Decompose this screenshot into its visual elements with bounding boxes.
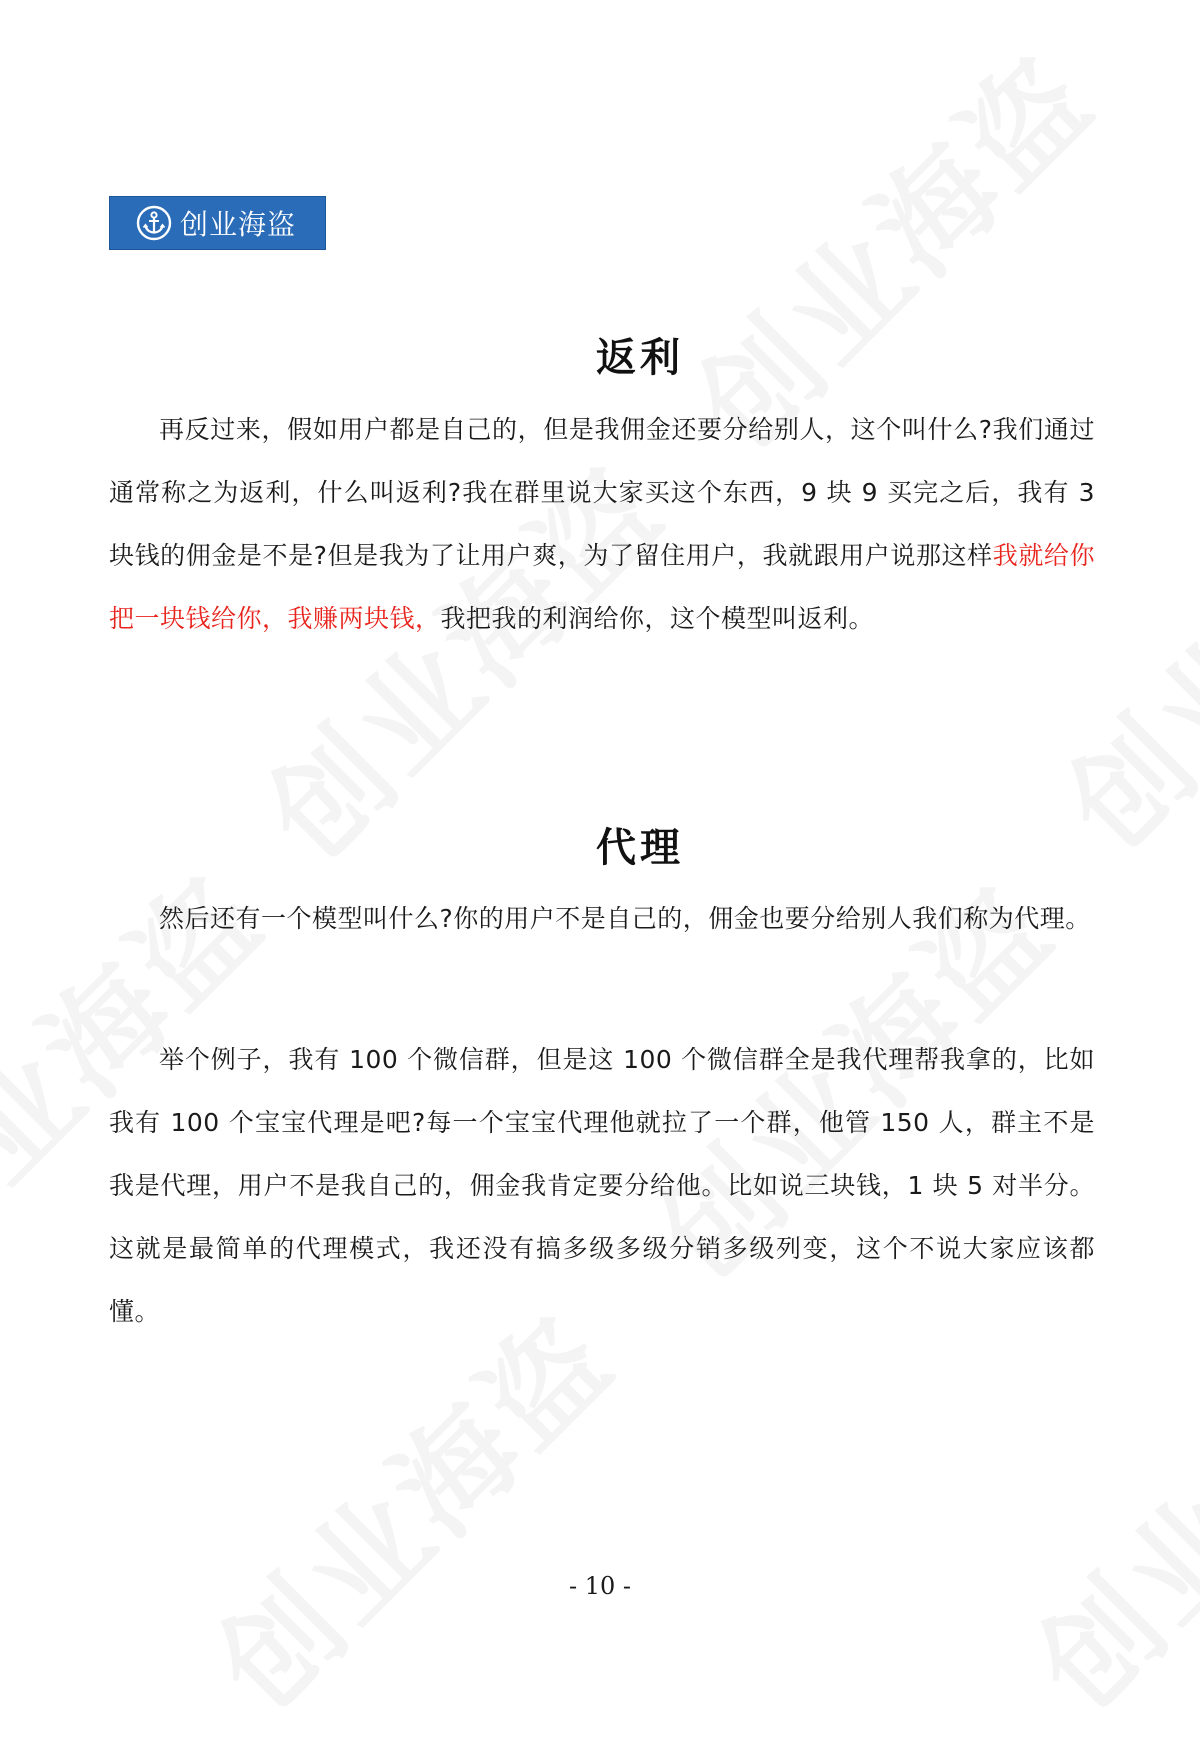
paragraph: 然后还有一个模型叫什么?你的用户不是自己的，佣金也要分给别人我们称为代理。 bbox=[159, 904, 1091, 933]
section-title-rebate: 返利 bbox=[596, 335, 684, 381]
section-title-agent: 代理 bbox=[596, 825, 684, 871]
page-number: - 10 - bbox=[568, 1572, 631, 1600]
anchor-icon bbox=[136, 205, 172, 241]
highlighted-text: 我就给你把一块钱给你，我赚两块钱， bbox=[109, 541, 1095, 633]
paragraph-text: 我把我的利润给你，这个模型叫返利。 bbox=[440, 604, 875, 633]
paragraph: 举个例子，我有 100 个微信群，但是这 100 个微信群全是我代理帮我拿的，比如我有 100 个宝宝代理是吧?每一个宝宝代理他就拉了一个群，他管 150 人，群主不是我是代理，用户不是我自己的，佣金我肯定要分给他。比如说三块钱，1 块 5 对半分。这就是最简单的代理模式，我还没有搞多级多级分销多级列变，这个不说大家应该都懂。 bbox=[109, 1045, 1095, 1326]
paragraph-text: 再反过来，假如用户都是自己的，但是我佣金还要分给别人，这个叫什么?我们通过通常称之为返利，什么叫返利?我在群里说大家买这个东西，9 块 9 买完之后，我有 3 块钱的佣金是不是?但是我为了让用户爽，为了留住用户，我就跟用户说那这样 bbox=[109, 415, 1095, 570]
brand-logo bbox=[109, 196, 326, 250]
paragraph bbox=[109, 398, 1095, 650]
brand-logo-text: 创业海盗 bbox=[180, 208, 297, 241]
